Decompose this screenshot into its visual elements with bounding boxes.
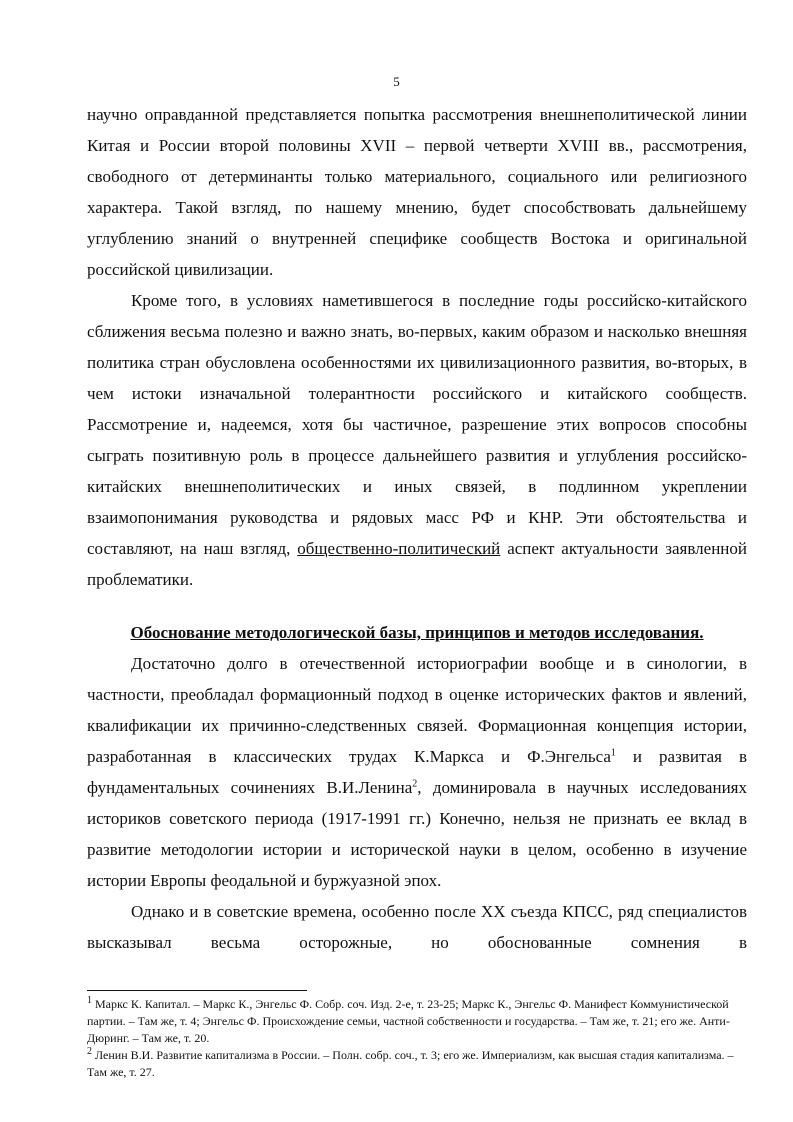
underlined-term: общественно-политический — [297, 539, 501, 558]
section-heading: Обоснование методологической базы, принципов и методов исследования. — [130, 623, 704, 642]
paragraph-soviet-doubts: Однако и в советские времена, особенно после XX съезда КПСС, ряд специалистов высказывал весьма осторожные, но обоснованные сомнения в — [87, 902, 747, 952]
paragraph-political-aspect — [87, 285, 747, 595]
paragraph-text: и развитая в фундаментальных сочинениях В.И.Ленина — [87, 747, 747, 797]
footnote-mark: 1 — [87, 995, 92, 1006]
footnote-ref-2[interactable]: 2 — [412, 778, 418, 790]
footnote-text: Ленин В.И. Развитие капитализма в России. – Полн. собр. соч., т. 3; его же. Империализм, как высшая стадия капитализма. – Там же, т. 27. — [87, 1048, 734, 1079]
footnote-text: Маркс К. Капитал. – Маркс К., Энгельс Ф. Собр. соч. Изд. 2-е, т. 23-25; Маркс К., Энгельс Ф. Манифест Коммунистической партии. – Там же, т. 4; Энгельс Ф. Происхождение семьи, частной собственности и государства. – Там же, т. 21; его же. Анти-Дюринг. – Там же, т. 20. — [87, 997, 730, 1045]
paragraph-methodology — [87, 648, 747, 896]
footnote-1 — [87, 996, 747, 1047]
paragraph-text: Кроме того, в условиях наметившегося в последние годы российско-китайского сближения весьма полезно и важно знать, во-первых, каким образом и насколько внешняя политика стран обусловлена особенностями их цивилизационного развития, во-вторых, в чем истоки изначальной толерантности российского и китайского сообществ. Рассмотрение и, надеемся, хотя бы частичное, разрешение этих вопросов способны сыграть позитивную роль в процессе дальнейшего развития и углубления российско-китайских внешнеполитических и иных связей, в подлинном укреплении взаимопонимания руководства и рядовых масс РФ и КНР. Эти обстоятельства и составляют, на наш взгляд, — [87, 291, 747, 558]
footnote-2 — [87, 1047, 747, 1081]
body-text — [87, 99, 747, 958]
footnotes — [87, 996, 747, 1081]
footnote-mark: 2 — [87, 1046, 92, 1057]
footnote-ref-1[interactable]: 1 — [610, 747, 616, 759]
page-number: 5 — [393, 74, 400, 89]
paragraph-text: аспект актуальности заявленной проблематики. — [87, 539, 748, 589]
paragraph-text: , доминировала в научных исследованиях историков советского периода (1917-1991 гг.) Конечно, нельзя не признать ее вклад в развитие методологии истории и исторической науки в целом, особенно в изучение истории Европы феодальной и буржуазной эпох. — [87, 778, 747, 890]
footnote-divider — [87, 990, 307, 991]
paragraph-text: Достаточно долго в отечественной историографии вообще и в синологии, в частности, преобладал формационный подход в оценке исторических фактов и явлений, квалификации их причинно-следственных связей. Формационная концепция истории, разработанная в классических трудах К.Маркса и Ф.Энгельса — [87, 654, 747, 766]
paragraph-intro-continuation: научно оправданной представляется попытка рассмотрения внешнеполитической линии Китая и России второй половины XVII – первой четверти XVIII вв., рассмотрения, свободного от детерминанты только материального, социального или религиозного характера. Такой взгляд, по нашему мнению, будет способствовать дальнейшему углублению знаний о внутренней специфике сообществ Востока и оригинальной российской цивилизации. — [87, 105, 747, 279]
